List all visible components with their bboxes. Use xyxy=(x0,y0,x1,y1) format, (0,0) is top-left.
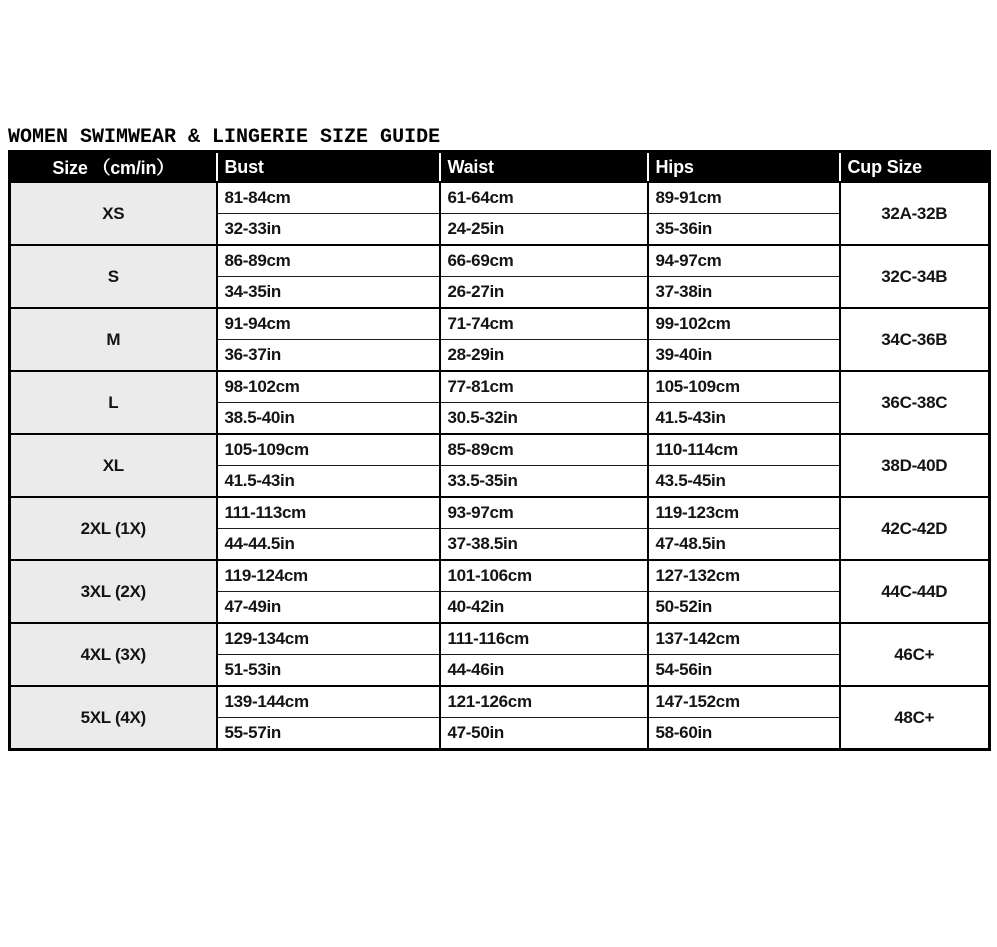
waist-cm-cell: 111-116cm xyxy=(440,623,648,655)
bust-cm-cell: 129-134cm xyxy=(217,623,440,655)
table-row xyxy=(10,623,990,655)
waist-in-cell: 30.5-32in xyxy=(440,403,648,435)
table-row xyxy=(10,371,990,403)
waist-in-cell: 24-25in xyxy=(440,214,648,246)
table-row xyxy=(10,182,990,214)
size-cell: 3XL (2X) xyxy=(10,560,217,623)
hips-cm-cell: 89-91cm xyxy=(648,182,840,214)
bust-in-cell: 34-35in xyxy=(217,277,440,309)
cup-size-cell: 48C+ xyxy=(840,686,990,750)
bust-cm-cell: 81-84cm xyxy=(217,182,440,214)
hips-cm-cell: 119-123cm xyxy=(648,497,840,529)
table-row xyxy=(10,308,990,340)
bust-cm-cell: 91-94cm xyxy=(217,308,440,340)
size-cell: 2XL (1X) xyxy=(10,497,217,560)
header-waist: Waist xyxy=(440,152,648,183)
waist-in-cell: 44-46in xyxy=(440,655,648,687)
hips-cm-cell: 147-152cm xyxy=(648,686,840,718)
waist-cm-cell: 77-81cm xyxy=(440,371,648,403)
bust-cm-cell: 105-109cm xyxy=(217,434,440,466)
header-row xyxy=(10,152,990,183)
hips-cm-cell: 137-142cm xyxy=(648,623,840,655)
header-size: Size （cm/in） xyxy=(10,152,217,183)
waist-in-cell: 47-50in xyxy=(440,718,648,750)
bust-in-cell: 32-33in xyxy=(217,214,440,246)
cup-size-cell: 46C+ xyxy=(840,623,990,686)
hips-in-cell: 58-60in xyxy=(648,718,840,750)
bust-in-cell: 51-53in xyxy=(217,655,440,687)
cup-size-cell: 44C-44D xyxy=(840,560,990,623)
waist-cm-cell: 93-97cm xyxy=(440,497,648,529)
size-cell: XS xyxy=(10,182,217,245)
bust-cm-cell: 98-102cm xyxy=(217,371,440,403)
size-guide-table xyxy=(8,150,991,751)
table-row xyxy=(10,434,990,466)
hips-cm-cell: 105-109cm xyxy=(648,371,840,403)
hips-cm-cell: 110-114cm xyxy=(648,434,840,466)
waist-in-cell: 40-42in xyxy=(440,592,648,624)
hips-in-cell: 35-36in xyxy=(648,214,840,246)
bust-in-cell: 36-37in xyxy=(217,340,440,372)
waist-in-cell: 26-27in xyxy=(440,277,648,309)
waist-in-cell: 33.5-35in xyxy=(440,466,648,498)
bust-cm-cell: 139-144cm xyxy=(217,686,440,718)
bust-in-cell: 41.5-43in xyxy=(217,466,440,498)
hips-in-cell: 43.5-45in xyxy=(648,466,840,498)
waist-in-cell: 28-29in xyxy=(440,340,648,372)
cup-size-cell: 36C-38C xyxy=(840,371,990,434)
waist-cm-cell: 101-106cm xyxy=(440,560,648,592)
waist-in-cell: 37-38.5in xyxy=(440,529,648,561)
size-cell: 4XL (3X) xyxy=(10,623,217,686)
header-cup-size: Cup Size xyxy=(840,152,990,183)
cup-size-cell: 32A-32B xyxy=(840,182,990,245)
size-cell: M xyxy=(10,308,217,371)
size-cell: 5XL (4X) xyxy=(10,686,217,750)
waist-cm-cell: 66-69cm xyxy=(440,245,648,277)
bust-in-cell: 47-49in xyxy=(217,592,440,624)
bust-in-cell: 55-57in xyxy=(217,718,440,750)
hips-cm-cell: 99-102cm xyxy=(648,308,840,340)
bust-cm-cell: 86-89cm xyxy=(217,245,440,277)
bust-cm-cell: 119-124cm xyxy=(217,560,440,592)
waist-cm-cell: 121-126cm xyxy=(440,686,648,718)
hips-in-cell: 54-56in xyxy=(648,655,840,687)
waist-cm-cell: 61-64cm xyxy=(440,182,648,214)
cup-size-cell: 32C-34B xyxy=(840,245,990,308)
hips-in-cell: 47-48.5in xyxy=(648,529,840,561)
table-row xyxy=(10,497,990,529)
table-row xyxy=(10,686,990,718)
table-row xyxy=(10,560,990,592)
hips-cm-cell: 127-132cm xyxy=(648,560,840,592)
bust-in-cell: 44-44.5in xyxy=(217,529,440,561)
table-row xyxy=(10,245,990,277)
bust-in-cell: 38.5-40in xyxy=(217,403,440,435)
hips-in-cell: 41.5-43in xyxy=(648,403,840,435)
hips-cm-cell: 94-97cm xyxy=(648,245,840,277)
cup-size-cell: 42C-42D xyxy=(840,497,990,560)
header-bust: Bust xyxy=(217,152,440,183)
waist-cm-cell: 85-89cm xyxy=(440,434,648,466)
size-cell: L xyxy=(10,371,217,434)
page-title: WOMEN SWIMWEAR & LINGERIE SIZE GUIDE xyxy=(8,126,441,149)
header-hips: Hips xyxy=(648,152,840,183)
hips-in-cell: 39-40in xyxy=(648,340,840,372)
size-cell: S xyxy=(10,245,217,308)
cup-size-cell: 38D-40D xyxy=(840,434,990,497)
size-cell: XL xyxy=(10,434,217,497)
hips-in-cell: 50-52in xyxy=(648,592,840,624)
hips-in-cell: 37-38in xyxy=(648,277,840,309)
bust-cm-cell: 111-113cm xyxy=(217,497,440,529)
waist-cm-cell: 71-74cm xyxy=(440,308,648,340)
cup-size-cell: 34C-36B xyxy=(840,308,990,371)
